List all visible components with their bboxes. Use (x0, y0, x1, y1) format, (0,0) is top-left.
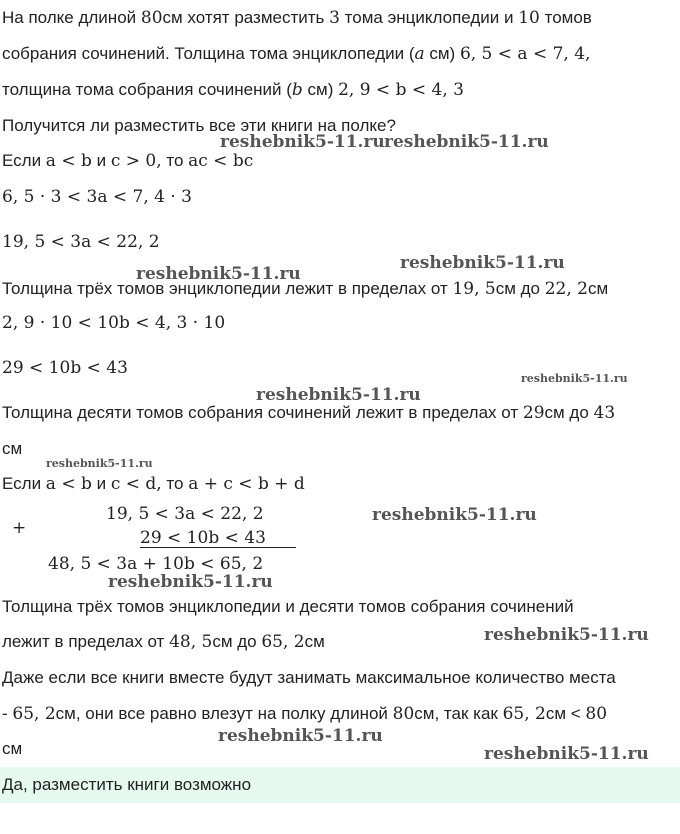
para-collected-works-end: см (2, 439, 23, 458)
math: a < b (45, 151, 92, 171)
para-total-2 (2, 631, 325, 653)
watermark: reshebnik5-11.ru (400, 253, 565, 273)
text: Толщина десяти томов собрания сочинений лежит в пределах от (2, 403, 523, 422)
para-conclusion-2 (2, 703, 607, 725)
text: толщина тома собрания сочинений ( (2, 80, 292, 99)
math: 65, 2 (12, 704, 56, 724)
watermark: reshebnik5-11.ru (218, 726, 383, 746)
math: 22, 2 (544, 279, 588, 299)
math: 6, 5 < a < 7, 4, (459, 44, 591, 64)
text: см до (212, 632, 262, 651)
sum-plus-sign: + (12, 518, 27, 538)
text: см до (544, 403, 594, 422)
text: томов (539, 8, 592, 27)
text: см, так как (414, 704, 503, 723)
math-line-4: 29 < 10b < 43 (2, 358, 128, 378)
watermark: reshebnik5-11.ru (484, 625, 649, 645)
sum-rule-line (140, 547, 296, 548)
text: см) (424, 44, 460, 63)
sum-row-3: 48, 5 < 3a + 10b < 65, 2 (48, 554, 264, 574)
text: тома энциклопедии и (339, 8, 519, 27)
watermark: reshebnik5-11.ru (46, 457, 153, 470)
text: Если (2, 151, 46, 170)
text: см, они все равно влезут на полку длиной (55, 704, 393, 723)
text: собрания сочинений. Толщина тома энциклопедии ( (2, 44, 415, 63)
math: a + c < b + d (188, 474, 305, 494)
math: 48, 5 (169, 632, 213, 652)
para-collected-works (2, 402, 615, 424)
math: 80 (392, 704, 415, 724)
text: На полке длиной (2, 8, 141, 27)
text: то (161, 151, 189, 170)
math-line-2: 19, 5 < 3a < 22, 2 (2, 232, 160, 252)
watermark: reshebnik5-11.ru (136, 264, 301, 284)
math: 43 (593, 403, 616, 423)
sum-row-1: 19, 5 < 3a < 22, 2 (106, 504, 264, 524)
para-total-1: Толщина трёх томов энциклопедии и десяти томов собрания сочинений (2, 597, 574, 616)
para-conclusion-3: см (2, 739, 23, 758)
math-line-1: 6, 5 · 3 < 3a < 7, 4 · 3 (2, 187, 192, 207)
text: и (91, 151, 111, 170)
text: то (161, 474, 189, 493)
math: 80 (140, 8, 163, 28)
para-encyclopedia (2, 278, 608, 300)
watermark: reshebnik5-11.ru (521, 372, 628, 385)
text: см хотят разместить (162, 8, 330, 27)
math: 65, 2 (261, 632, 305, 652)
sum-row-2: 29 < 10b < 43 (140, 528, 266, 548)
math: a (414, 44, 425, 64)
rule-add (2, 473, 305, 495)
text: см (304, 632, 325, 651)
math-line-3: 2, 9 · 10 < 10b < 4, 3 · 10 (2, 313, 226, 333)
math: 3 (329, 8, 340, 28)
text: см) (302, 80, 339, 99)
math: c < d, (110, 474, 162, 494)
math: ac < bc (188, 151, 254, 171)
rule-multiply (2, 150, 253, 172)
text: Толщина трёх томов энциклопедии лежит в пределах от (2, 279, 453, 298)
watermark: reshebnik5-11.ru (108, 572, 273, 592)
text: см до (495, 279, 545, 298)
question: Получится ли разместить все эти книги на полке? (2, 116, 396, 135)
text: Если (2, 474, 46, 493)
text: см (587, 279, 609, 298)
text: и (91, 474, 111, 493)
problem-line-2 (2, 43, 590, 65)
math: 29 (522, 403, 545, 423)
watermark: reshebnik5-11.ru (484, 744, 649, 764)
problem-line-1 (2, 7, 592, 29)
text: см < (545, 704, 586, 723)
math: a < b (45, 474, 92, 494)
watermark: reshebnik5-11.ru (220, 132, 385, 152)
problem-line-3 (2, 79, 464, 101)
watermark: reshebnik5-11.ru (256, 385, 421, 405)
answer-box (0, 767, 680, 803)
watermark: reshebnik5-11.ru (384, 132, 549, 152)
math: 10 (518, 8, 540, 28)
math: 2, 9 < b < 4, 3 (338, 80, 464, 100)
math: b (291, 80, 303, 100)
math: 65, 2 (502, 704, 546, 724)
math: c > 0, (110, 151, 162, 171)
math: 19, 5 (452, 279, 496, 299)
text: - (2, 704, 13, 723)
watermark: reshebnik5-11.ru (372, 505, 537, 525)
text: лежит в пределах от (2, 632, 170, 651)
para-conclusion-1: Даже если все книги вместе будут занимать максимальное количество места (2, 668, 616, 687)
answer-text: Да, разместить книги возможно (2, 775, 252, 794)
math: 80 (585, 704, 608, 724)
